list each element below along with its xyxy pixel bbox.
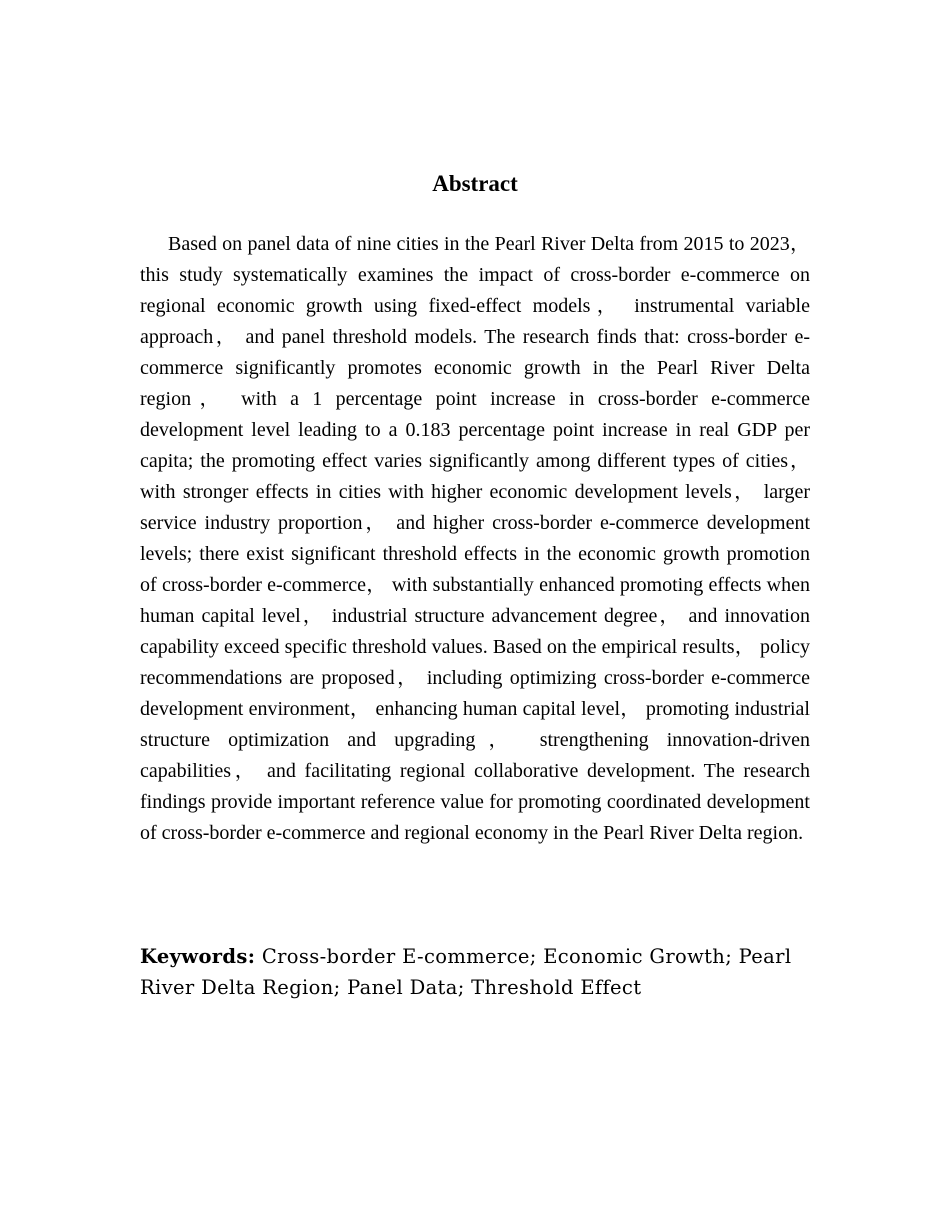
keywords-line <box>140 941 810 1003</box>
abstract-title: Abstract <box>432 171 518 196</box>
keywords-label: Keywords: <box>140 945 256 968</box>
keywords-list: Cross-border E-commerce; Economic Growth; Pearl River Delta Region; Panel Data; Threshold Effect <box>140 945 792 999</box>
abstract-body: Based on panel data of nine cities in the Pearl River Delta from 2015 to 2023， this study systematically examines the impact of cross-border e-commerce on regional economic growth using fixed-effect models， instrumental variable approach， and panel threshold models. The research finds that: cross-border e-commerce significantly promotes economic growth in the Pearl River Delta region， with a 1 percentage point increase in cross-border e-commerce development level leading to a 0.183 percentage point increase in real GDP per capita; the promoting effect varies significantly among different types of cities， with stronger effects in cities with higher economic development levels， larger service industry proportion， and higher cross-border e-commerce development levels; there exist significant threshold effects in the economic growth promotion of cross-border e-commerce， with substantially enhanced promoting effects when human capital level， industrial structure advancement degree， and innovation capability exceed specific threshold values. Based on the empirical results， policy recommendations are proposed， including optimizing cross-border e-commerce development environment， enhancing human capital level， promoting industrial structure optimization and upgrading， strengthening innovation-driven capabilities， and facilitating regional collaborative development. The research findings provide important reference value for promoting coordinated development of cross-border e-commerce and regional economy in the Pearl River Delta region. <box>140 233 810 844</box>
